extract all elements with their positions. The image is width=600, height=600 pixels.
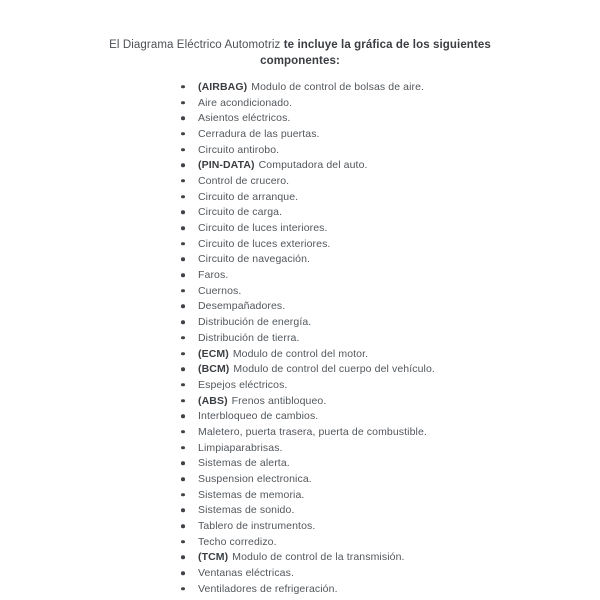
list-item-text: Ventiladores de refrigeración. [198, 582, 338, 595]
list-item [180, 456, 435, 472]
list-item [180, 189, 435, 205]
list-item [180, 581, 435, 597]
list-item-text: Circuito antirobo. [198, 143, 280, 156]
list-item-text: Interbloqueo de cambios. [198, 410, 319, 423]
list-item-text: Distribución de tierra. [198, 331, 300, 344]
list-item-text: Modulo de control del cuerpo del vehículo. [233, 363, 435, 376]
list-item-text: Computadora del auto. [258, 159, 368, 172]
list-item [180, 299, 435, 315]
list-item-text: Techo corredizo. [198, 535, 277, 548]
list-item [180, 534, 435, 550]
list-item-text: Circuito de navegación. [198, 253, 311, 266]
list-item-code: (ABS) [198, 394, 228, 407]
title-bold-part-line2: componentes: [260, 55, 340, 67]
list-item [180, 377, 435, 393]
list-item-text: Sistemas de sonido. [198, 504, 295, 517]
list-item [180, 79, 435, 95]
list-item-text: Faros. [198, 269, 229, 282]
list-item [180, 205, 435, 221]
list-item [180, 220, 435, 236]
list-item [180, 283, 435, 299]
list-item-text: Modulo de control de la transmisión. [232, 551, 405, 564]
list-item-text: Circuito de luces interiores. [198, 222, 328, 235]
list-item-text: Ventanas eléctricas. [198, 567, 294, 580]
list-item-text: Cerradura de las puertas. [198, 127, 320, 140]
list-item-text: Maletero, puerta trasera, puerta de combustible. [198, 425, 427, 438]
list-item-text: Frenos antibloqueo. [231, 394, 327, 407]
list-item-text: Control de crucero. [198, 174, 290, 187]
list-item [180, 173, 435, 189]
list-item [180, 440, 435, 456]
list-item [180, 110, 435, 126]
list-item-text: Limpiaparabrisas. [198, 441, 283, 454]
list-item-code: (BCM) [198, 363, 230, 376]
page-title [0, 37, 600, 69]
component-list [180, 79, 435, 597]
list-item [180, 393, 435, 409]
list-item [180, 518, 435, 534]
list-item-code: (AIRBAG) [198, 80, 248, 93]
list-item-text: Espejos eléctricos. [198, 378, 288, 391]
list-item-text: Modulo de control del motor. [232, 347, 369, 360]
list-item [180, 95, 435, 111]
title-bold-part-line1: te incluye la gráfica de los siguientes [283, 39, 491, 51]
list-item [180, 471, 435, 487]
list-item [180, 487, 435, 503]
list-item-text: Sistemas de memoria. [198, 488, 305, 501]
title-regular-part: El Diagrama Eléctrico Automotriz [109, 39, 281, 51]
list-item [180, 142, 435, 158]
list-item [180, 565, 435, 581]
list-item-text: Circuito de carga. [198, 206, 283, 219]
list-item-text: Circuito de arranque. [198, 190, 299, 203]
list-item-text: Modulo de control de bolsas de aire. [251, 80, 425, 93]
list-item [180, 503, 435, 519]
list-item [180, 267, 435, 283]
list-item-text: Cuernos. [198, 284, 242, 297]
list-item [180, 236, 435, 252]
list-item-text: Sistemas de alerta. [198, 457, 290, 470]
list-item-text: Suspension electronica. [198, 473, 312, 486]
list-item-code: (PIN-DATA) [198, 159, 255, 172]
list-item [180, 346, 435, 362]
list-item-code: (TCM) [198, 551, 229, 564]
list-item-text: Tablero de instrumentos. [198, 520, 316, 533]
list-item [180, 361, 435, 377]
list-item-text: Distribución de energía. [198, 316, 312, 329]
list-item [180, 252, 435, 268]
list-item [180, 424, 435, 440]
list-item [180, 330, 435, 346]
list-item-text: Circuito de luces exteriores. [198, 237, 331, 250]
list-item [180, 314, 435, 330]
list-item-text: Desempañadores. [198, 300, 286, 313]
list-item [180, 126, 435, 142]
list-item [180, 550, 435, 566]
list-item-text: Asientos eléctricos. [198, 112, 291, 125]
list-item [180, 408, 435, 424]
list-item-text: Aire acondicionado. [198, 96, 293, 109]
list-item-code: (ECM) [198, 347, 229, 360]
list-item [180, 157, 435, 173]
